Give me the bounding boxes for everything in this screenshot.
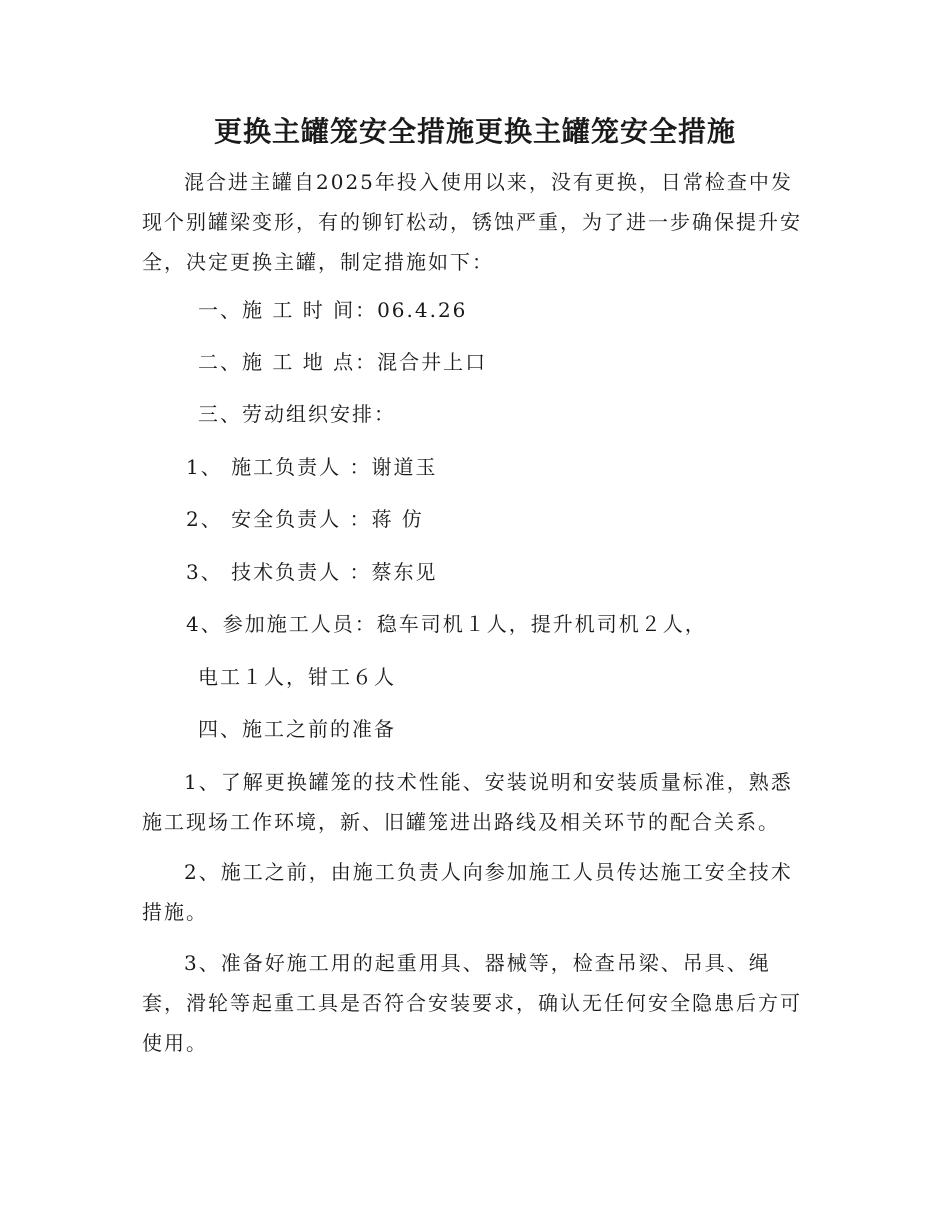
- intro-paragraph: 混合进主罐自2025年投入使用以来，没有更换，日常检查中发现个别罐梁变形，有的铆钉松动，锈蚀严重，为了进一步确保提升安全，决定更换主罐，制定措施如下：: [142, 170, 802, 274]
- prep-item-1: 1、了解更换罐笼的技术性能、安装说明和安装质量标准，熟悉施工现场工作环境，新、旧罐笼进出路线及相关环节的配合关系。: [142, 770, 793, 834]
- staff-technical-lead: 3、 技术负责人 ：蔡东见: [186, 560, 438, 584]
- staff-construction-lead: 1、 施工负责人 ：谢道玉: [186, 455, 438, 479]
- section-preparation: 四、施工之前的准备: [198, 717, 396, 741]
- staff-workers: 4、参加施工人员：稳车司机１人，提升机司机２人，: [186, 612, 707, 636]
- document-title: 更换主罐笼安全措施更换主罐笼安全措施: [213, 115, 736, 148]
- section-location: 二、施 工 地 点：混合井上口: [198, 350, 488, 374]
- prep-item-2: 2、施工之前，由施工负责人向参加施工人员传达施工安全技术措施。: [142, 860, 793, 924]
- staff-workers-continued: 电工１人，钳工６人: [198, 665, 396, 689]
- prep-item-3: 3、准备好施工用的起重用具、器械等，检查吊梁、吊具、绳套，滑轮等起重工具是否符合安装要求，确认无任何安全隐患后方可使用。: [142, 951, 802, 1055]
- section-labor: 三、劳动组织安排：: [198, 402, 396, 426]
- section-time: 一、施 工 时 间：06.4.26: [198, 298, 468, 322]
- staff-safety-lead: 2、 安全负责人 ：蒋 仿: [186, 507, 424, 531]
